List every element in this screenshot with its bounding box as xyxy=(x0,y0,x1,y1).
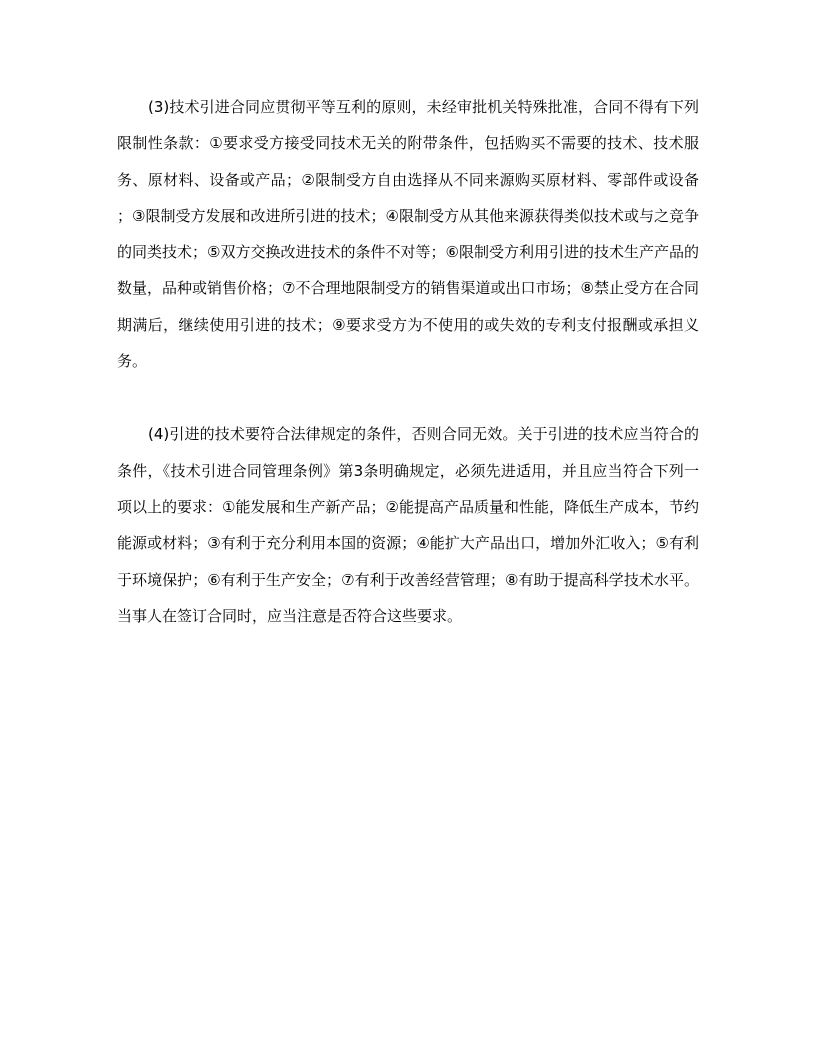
document-body xyxy=(117,89,699,634)
paragraph-clause-4: (4)引进的技术要符合法律规定的条件，否则合同无效。关于引进的技术应当符合的条件，《技术引进合同管理条例》第3条明确规定，必须先进适用，并且应当符合下列一项以上的要求：①能发展和生产新产品；②能提高产品质量和性能，降低生产成本，节约能源或材料；③有利于充分利用本国的资源；④能扩大产品出口，增加外汇收入；⑤有利于环境保护；⑥有利于生产安全；⑦有利于改善经营管理；⑧有助于提高科学技术水平。当事人在签订合同时，应当注意是否符合这些要求。 xyxy=(117,425,699,625)
paragraph-clause-3: (3)技术引进合同应贯彻平等互利的原则，未经审批机关特殊批准，合同不得有下列限制性条款：①要求受方接受同技术无关的附带条件，包括购买不需要的技术、技术服务、原材料、设备或产品；②限制受方自由选择从不同来源购买原材料、零部件或设备；③限制受方发展和改进所引进的技术；④限制受方从其他来源获得类似技术或与之竞争的同类技术；⑤双方交换改进技术的条件不对等；⑥限制受方利用引进的技术生产产品的数量，品种或销售价格；⑦不合理地限制受方的销售渠道或出口市场；⑧禁止受方在合同期满后，继续使用引进的技术；⑨要求受方为不使用的或失效的专利支付报酬或承担义务。 xyxy=(117,98,699,371)
